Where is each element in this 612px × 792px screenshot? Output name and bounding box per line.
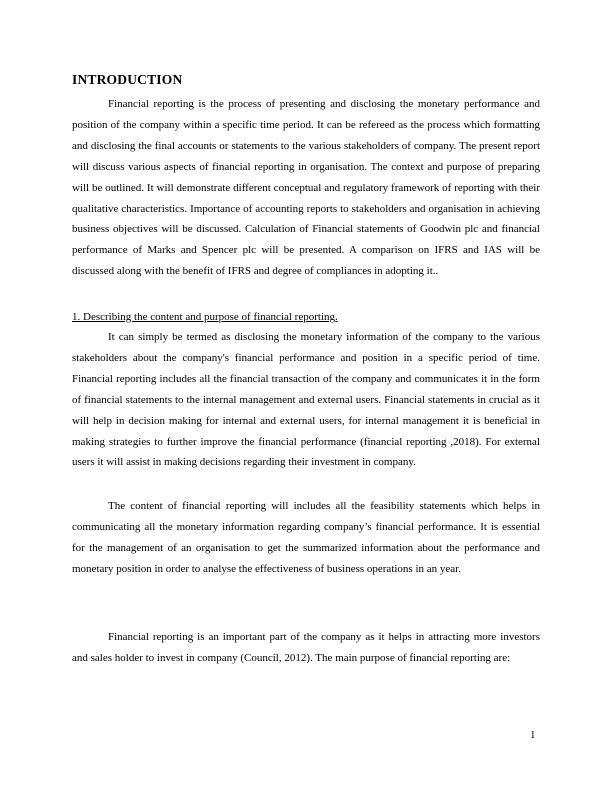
body-paragraph: It can simply be termed as disclosing the monetary information of the company to the various stakeholders about the company's financial performance and position in a specific period of time. Financial reporting includes all the financial transaction of the company and communicates it in the form of financial statements to the internal management and external users. Financial statements in crucial as it will help in decision making for internal and external users, for internal management it is beneficial in making strategies to further improve the financial performance (financial reporting ,2018). For external users it will assist in making decisions regarding their investment in company. — [72, 331, 540, 469]
body-paragraph: Financial reporting is an important part of the company as it helps in attracting more investors and sales holder to invest in company (Council, 2012). The main purpose of financial reporting are: — [72, 631, 540, 664]
page-number: 1 — [530, 729, 536, 741]
section-title-content-purpose: 1. Describing the content and purpose of financial reporting. — [72, 311, 338, 323]
intro-paragraph: Financial reporting is the process of presenting and disclosing the monetary performance and position of the company within a specific time period. It can be refereed as the process which formatting and disclosing the final accounts or statements to the various stakeholders of company. The present report will discuss various aspects of financial reporting in organisation. The context and purpose of preparing will be outlined. It will demonstrate different conceptual and regulatory framework of reporting with their qualitative characteristics. Importance of accounting reports to stakeholders and organisation in achieving business objectives will be discussed. Calculation of Financial statements of Goodwin plc and financial performance of Marks and Spencer plc will be presented. A comparison on IFRS and IAS will be discussed along with the benefit of IFRS and degree of compliances in adopting it.. — [72, 98, 540, 278]
section-heading-introduction: INTRODUCTION — [72, 72, 183, 87]
body-paragraph: The content of financial reporting will includes all the feasibility statements which helps in communicating all the monetary information regarding company’s financial performance. It is essential for the management of an organisation to get the summarized information about the performance and monetary position in order to analyse the effectiveness of business operations in an year. — [72, 500, 540, 575]
